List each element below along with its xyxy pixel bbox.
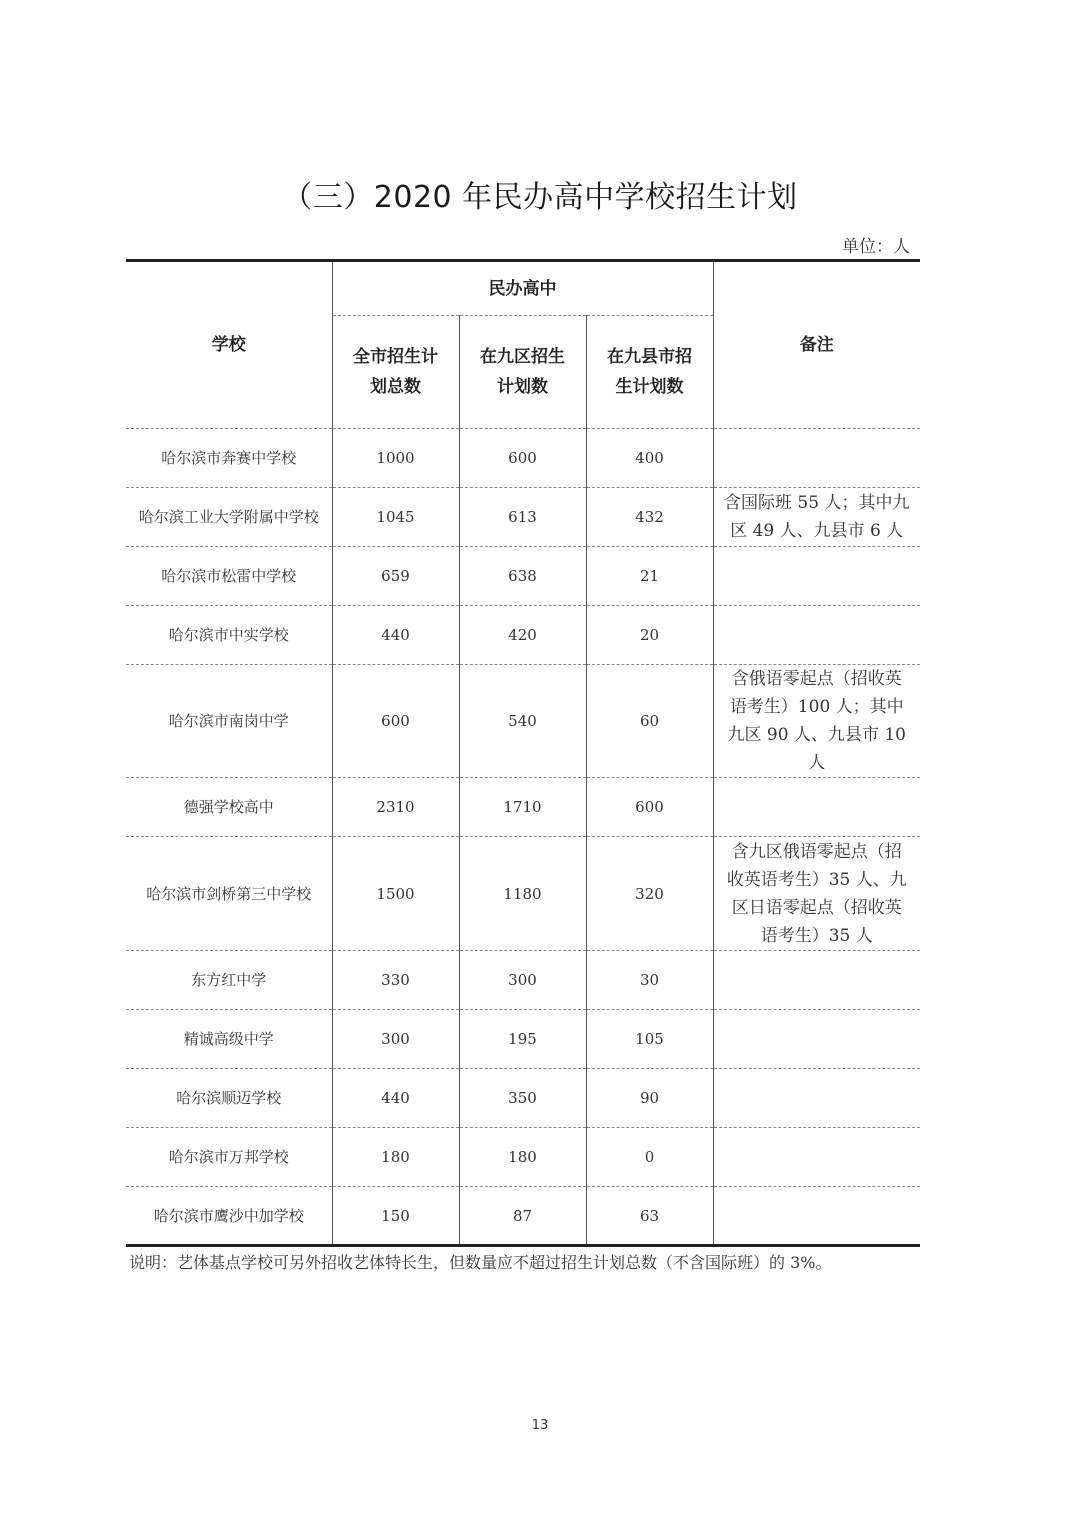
cell-school: 哈尔滨市中实学校: [126, 606, 332, 665]
cell-county: 21: [586, 547, 713, 606]
cell-total: 330: [332, 951, 459, 1010]
table-row: [126, 429, 920, 488]
cell-remark: [713, 1128, 920, 1187]
cell-county: 20: [586, 606, 713, 665]
cell-school: 东方红中学: [126, 951, 332, 1010]
cell-total: 180: [332, 1128, 459, 1187]
cell-county: 432: [586, 488, 713, 547]
cell-remark: [713, 1069, 920, 1128]
cell-remark: [713, 778, 920, 837]
cell-district: 638: [459, 547, 586, 606]
header-city-total: 全市招生计划总数: [332, 316, 459, 429]
footnote: 说明：艺体基点学校可另外招收艺体特长生，但数量应不超过招生计划总数（不含国际班）的 3%。: [129, 1253, 832, 1272]
cell-school: 德强学校高中: [126, 778, 332, 837]
table-row: [126, 1187, 920, 1246]
cell-district: 300: [459, 951, 586, 1010]
cell-total: 659: [332, 547, 459, 606]
cell-school: 哈尔滨市南岗中学: [126, 665, 332, 778]
table-row: [126, 488, 920, 547]
header-remark: 备注: [713, 261, 920, 429]
cell-district: 540: [459, 665, 586, 778]
table-row: [126, 606, 920, 665]
cell-district: 1180: [459, 837, 586, 951]
cell-total: 1045: [332, 488, 459, 547]
cell-school: 哈尔滨市剑桥第三中学校: [126, 837, 332, 951]
table-row: [126, 951, 920, 1010]
cell-district: 180: [459, 1128, 586, 1187]
cell-school: 精诚高级中学: [126, 1010, 332, 1069]
cell-school: 哈尔滨市松雷中学校: [126, 547, 332, 606]
cell-district: 1710: [459, 778, 586, 837]
cell-remark: [713, 1187, 920, 1246]
header-school: 学校: [126, 261, 332, 429]
cell-district: 195: [459, 1010, 586, 1069]
header-nine-districts: 在九区招生计划数: [459, 316, 586, 429]
cell-remark: [713, 951, 920, 1010]
cell-county: 60: [586, 665, 713, 778]
cell-school: 哈尔滨市鹰沙中加学校: [126, 1187, 332, 1246]
cell-county: 400: [586, 429, 713, 488]
cell-county: 30: [586, 951, 713, 1010]
table-row: [126, 1069, 920, 1128]
cell-remark: 含九区俄语零起点（招收英语考生）35 人、九区日语零起点（招收英语考生）35 人: [713, 837, 920, 951]
cell-district: 600: [459, 429, 586, 488]
cell-school: 哈尔滨工业大学附属中学校: [126, 488, 332, 547]
cell-total: 1500: [332, 837, 459, 951]
cell-district: 420: [459, 606, 586, 665]
table-row: [126, 665, 920, 778]
cell-total: 300: [332, 1010, 459, 1069]
cell-total: 2310: [332, 778, 459, 837]
cell-county: 320: [586, 837, 713, 951]
cell-county: 63: [586, 1187, 713, 1246]
cell-county: 105: [586, 1010, 713, 1069]
table-row: [126, 547, 920, 606]
cell-county: 0: [586, 1128, 713, 1187]
cell-remark: 含国际班 55 人；其中九区 49 人、九县市 6 人: [713, 488, 920, 547]
cell-school: 哈尔滨市奔赛中学校: [126, 429, 332, 488]
header-group-private-high: 民办高中: [332, 261, 713, 316]
unit-label: 单位：人: [842, 237, 910, 257]
cell-district: 87: [459, 1187, 586, 1246]
cell-district: 350: [459, 1069, 586, 1128]
cell-total: 440: [332, 606, 459, 665]
cell-county: 90: [586, 1069, 713, 1128]
header-nine-counties: 在九县市招生计划数: [586, 316, 713, 429]
cell-county: 600: [586, 778, 713, 837]
table-row: [126, 1128, 920, 1187]
cell-school: 哈尔滨市万邦学校: [126, 1128, 332, 1187]
cell-total: 440: [332, 1069, 459, 1128]
cell-total: 150: [332, 1187, 459, 1246]
enrollment-table: [126, 259, 920, 1247]
page-title: （三）2020 年民办高中学校招生计划: [282, 180, 798, 215]
cell-remark: 含俄语零起点（招收英语考生）100 人；其中九区 90 人、九县市 10 人: [713, 665, 920, 778]
cell-remark: [713, 1010, 920, 1069]
cell-remark: [713, 606, 920, 665]
cell-total: 600: [332, 665, 459, 778]
cell-school: 哈尔滨顺迈学校: [126, 1069, 332, 1128]
page-number: 13: [531, 1418, 549, 1433]
cell-remark: [713, 547, 920, 606]
table-row: [126, 778, 920, 837]
cell-district: 613: [459, 488, 586, 547]
cell-remark: [713, 429, 920, 488]
table-row: [126, 837, 920, 951]
cell-total: 1000: [332, 429, 459, 488]
table-row: [126, 1010, 920, 1069]
